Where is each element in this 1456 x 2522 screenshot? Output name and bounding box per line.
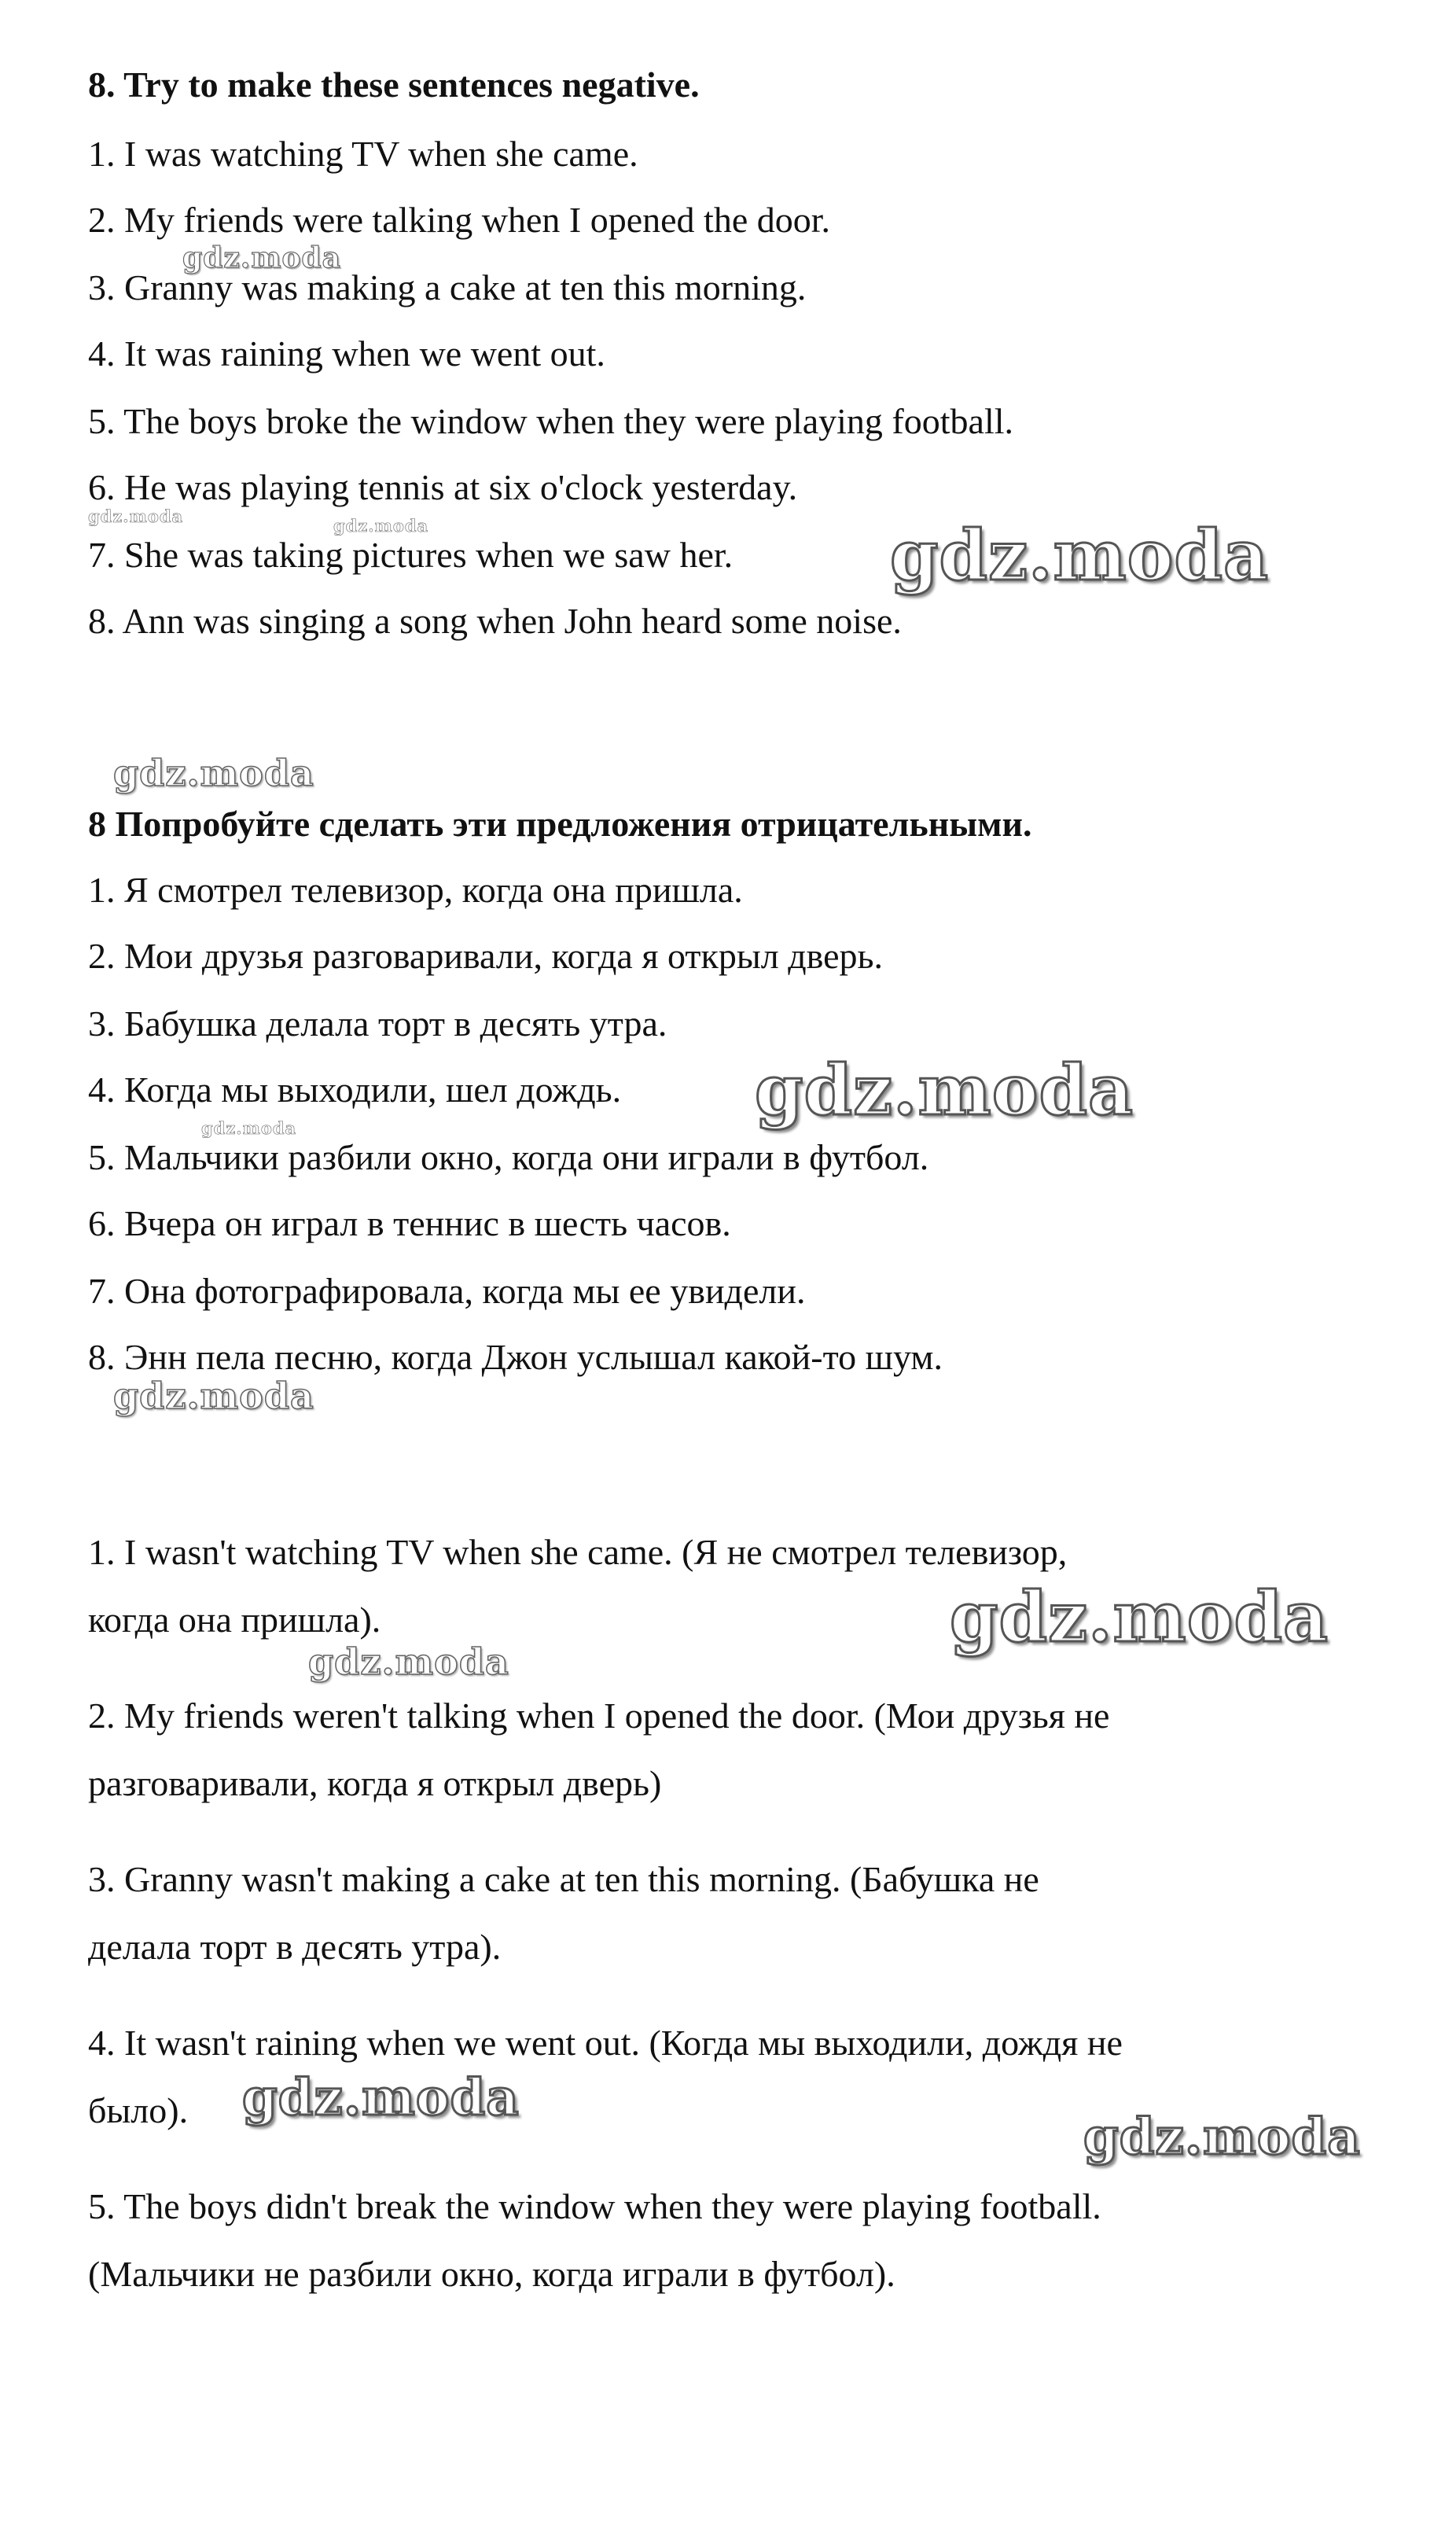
translation-sentence-3: 3. Бабушка делала торт в десять утра. xyxy=(88,1003,667,1044)
answer-3-line-1: 3. Granny wasn't making a cake at ten this morning. (Бабушка не xyxy=(88,1859,1039,1899)
task-sentence-5: 5. The boys broke the window when they were playing football. xyxy=(88,401,1013,441)
watermark: gdz.moda xyxy=(113,752,314,794)
watermark: gdz.moda xyxy=(182,241,341,274)
task-sentence-7: 7. She was taking pictures when we saw her. xyxy=(88,535,734,575)
task-heading: 8. Try to make these sentences negative. xyxy=(88,64,700,105)
watermark: gdz.moda xyxy=(88,506,184,526)
answer-5-line-2: (Мальчики не разбили окно, когда играли в футбол). xyxy=(88,2254,895,2294)
watermark: gdz.moda xyxy=(950,1576,1329,1658)
translation-sentence-7: 7. Она фотографировала, когда мы ее увидели. xyxy=(88,1271,806,1311)
watermark: gdz.moda xyxy=(201,1118,297,1138)
task-sentence-1: 1. I was watching TV when she came. xyxy=(88,134,638,174)
watermark: gdz.moda xyxy=(755,1049,1134,1131)
task-sentence-4: 4. It was raining when we went out. xyxy=(88,333,605,374)
task-sentence-2: 2. My friends were talking when I opened the door. xyxy=(88,200,831,240)
translation-sentence-6: 6. Вчера он играл в теннис в шесть часов. xyxy=(88,1203,731,1243)
answer-1-line-2: когда она пришла). xyxy=(88,1600,381,1640)
answer-4-line-1: 4. It wasn't raining when we went out. (Когда мы выходили, дождя не xyxy=(88,2023,1123,2063)
task-sentence-6: 6. He was playing tennis at six o'clock yesterday. xyxy=(88,467,798,507)
translation-sentence-1: 1. Я смотрел телевизор, когда она пришла. xyxy=(88,870,743,910)
watermark: gdz.moda xyxy=(1083,2108,1361,2167)
translation-sentence-5: 5. Мальчики разбили окно, когда они играли в футбол. xyxy=(88,1137,929,1177)
watermark: gdz.moda xyxy=(333,516,429,536)
translation-sentence-2: 2. Мои друзья разговаривали, когда я открыл дверь. xyxy=(88,936,883,976)
watermark: gdz.moda xyxy=(308,1640,509,1683)
task-sentence-3: 3. Granny was making a cake at ten this morning. xyxy=(88,267,807,307)
answer-2-line-2: разговаривали, когда я открыл дверь) xyxy=(88,1763,662,1803)
watermark: gdz.moda xyxy=(242,2068,520,2127)
translation-sentence-4: 4. Когда мы выходили, шел дождь. xyxy=(88,1070,622,1110)
answer-2-line-1: 2. My friends weren't talking when I opened the door. (Мои друзья не xyxy=(88,1695,1110,1736)
watermark: gdz.moda xyxy=(890,514,1270,596)
answer-3-line-2: делала торт в десять утра). xyxy=(88,1927,502,1967)
answer-5-line-1: 5. The boys didn't break the window when they were playing football. xyxy=(88,2186,1101,2226)
answer-1-line-1: 1. I wasn't watching TV when she came. (Я не смотрел телевизор, xyxy=(88,1532,1068,1572)
translation-sentence-8: 8. Энн пела песню, когда Джон услышал какой-то шум. xyxy=(88,1337,943,1377)
answer-4-line-2: было). xyxy=(88,2090,189,2130)
task-sentence-8: 8. Ann was singing a song when John heard some noise. xyxy=(88,601,902,641)
watermark: gdz.moda xyxy=(113,1375,314,1417)
translation-heading: 8 Попробуйте сделать эти предложения отрицательными. xyxy=(88,804,1032,844)
